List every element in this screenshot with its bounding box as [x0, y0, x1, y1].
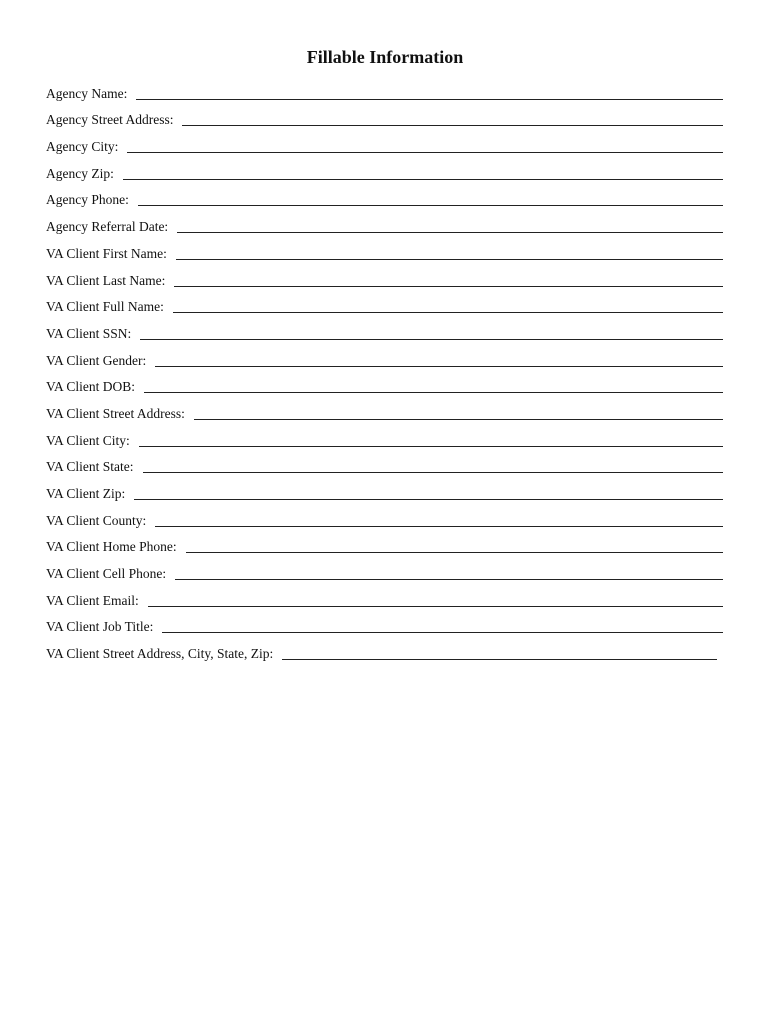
field-label: Agency Zip:	[46, 165, 114, 181]
field-label: VA Client SSN:	[46, 325, 132, 341]
agency-city-input[interactable]	[127, 152, 723, 153]
agency-phone-input[interactable]	[138, 205, 723, 206]
field-va-client-home-phone	[46, 531, 723, 558]
field-va-client-email	[46, 584, 723, 611]
field-label: VA Client Last Name:	[46, 272, 166, 288]
field-va-client-last-name	[46, 264, 723, 291]
agency-street-address-input[interactable]	[182, 125, 723, 126]
va-client-city-input[interactable]	[139, 446, 723, 447]
field-va-client-full-address	[46, 637, 723, 664]
va-client-street-address-input[interactable]	[194, 419, 723, 420]
field-label: VA Client First Name:	[46, 245, 167, 261]
va-client-full-name-input[interactable]	[173, 312, 723, 313]
field-label: VA Client Job Title:	[46, 619, 154, 635]
field-label: Agency City:	[46, 139, 119, 155]
va-client-dob-input[interactable]	[144, 392, 723, 393]
field-label: VA Client Zip:	[46, 486, 126, 501]
va-client-full-address-input[interactable]	[282, 659, 717, 660]
agency-name-input[interactable]	[136, 99, 723, 100]
field-va-client-ssn	[46, 317, 723, 344]
field-label: VA Client Street Address:	[46, 405, 185, 421]
va-client-zip-input[interactable]	[134, 499, 723, 500]
field-label: VA Client State:	[46, 459, 134, 475]
va-client-ssn-input[interactable]	[140, 339, 723, 340]
field-label: VA Client Email:	[46, 592, 139, 608]
field-va-client-full-name	[46, 291, 723, 318]
va-client-state-input[interactable]	[143, 472, 723, 473]
field-agency-referral-date	[46, 210, 723, 237]
va-client-email-input[interactable]	[148, 606, 723, 607]
field-va-client-state	[46, 451, 723, 478]
field-label: VA Client Full Name:	[46, 299, 164, 315]
field-va-client-county	[46, 504, 723, 531]
field-agency-zip	[46, 157, 723, 184]
field-label: VA Client Street Address, City, State, Zip:	[46, 646, 274, 662]
field-label: VA Client Gender:	[46, 352, 147, 368]
field-agency-phone	[46, 184, 723, 211]
field-label: VA Client County:	[46, 512, 147, 528]
field-label: VA Client City:	[46, 432, 130, 448]
field-label: Agency Referral Date:	[46, 219, 169, 235]
field-agency-city	[46, 130, 723, 157]
field-label: Agency Name:	[46, 85, 128, 101]
page-title: Fillable Information	[306, 47, 464, 67]
field-agency-street-address	[46, 104, 723, 131]
field-label: VA Client Home Phone:	[46, 539, 177, 555]
field-va-client-first-name	[46, 237, 723, 264]
agency-referral-date-input[interactable]	[177, 232, 723, 233]
form-fields	[46, 77, 723, 664]
field-va-client-street-address	[46, 397, 723, 424]
field-va-client-gender	[46, 344, 723, 371]
va-client-last-name-input[interactable]	[174, 286, 723, 287]
va-client-home-phone-input[interactable]	[186, 552, 723, 553]
agency-zip-input[interactable]	[123, 179, 723, 180]
field-agency-name	[46, 77, 723, 104]
field-label: Agency Street Address:	[46, 112, 174, 128]
field-va-client-cell-phone	[46, 557, 723, 584]
va-client-gender-input[interactable]	[155, 366, 723, 367]
field-va-client-dob	[46, 371, 723, 398]
field-va-client-zip	[46, 477, 723, 504]
va-client-county-input[interactable]	[155, 526, 723, 527]
field-va-client-job-title	[46, 611, 723, 638]
field-label: VA Client DOB:	[46, 379, 136, 395]
va-client-first-name-input[interactable]	[176, 259, 723, 260]
va-client-job-title-input[interactable]	[162, 632, 723, 633]
field-va-client-city	[46, 424, 723, 451]
field-label: Agency Phone:	[46, 192, 129, 208]
field-label: VA Client Cell Phone:	[46, 566, 167, 582]
va-client-cell-phone-input[interactable]	[175, 579, 723, 580]
